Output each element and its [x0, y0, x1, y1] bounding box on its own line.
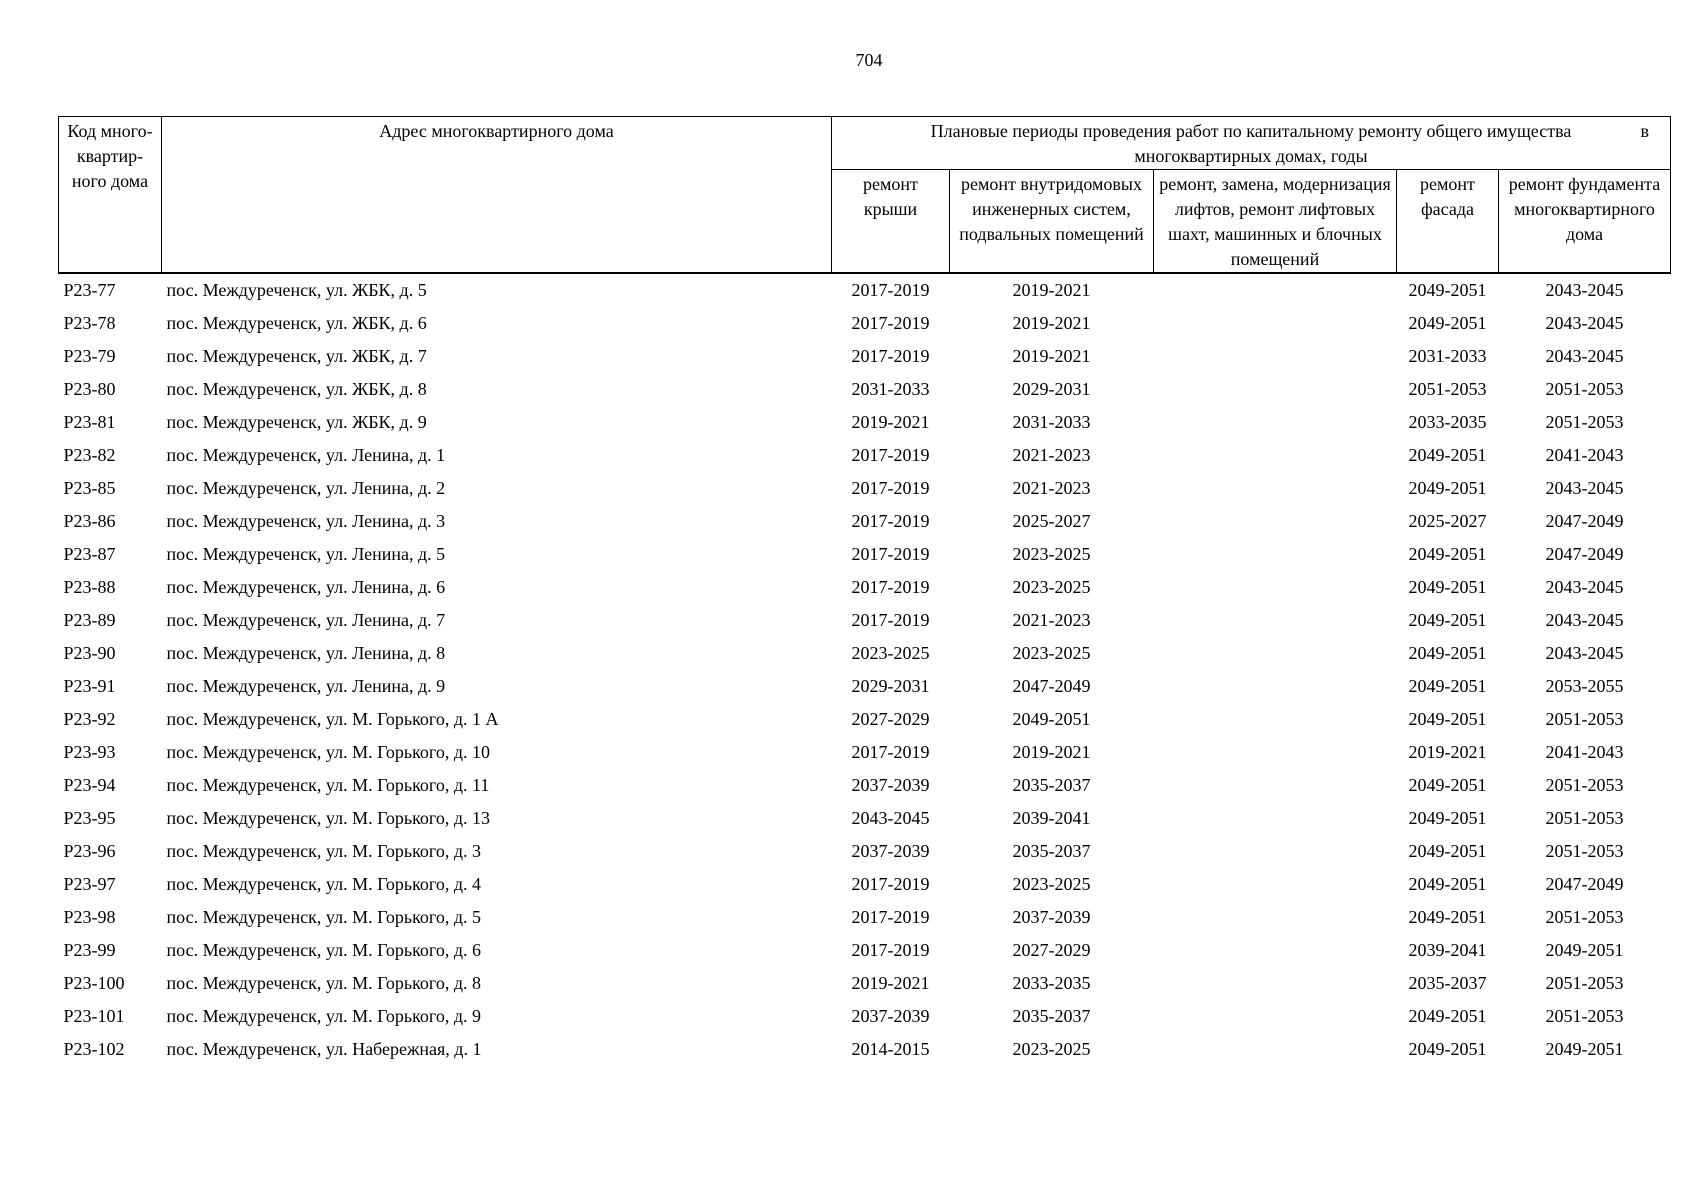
cell-systems-period: 2049-2051 [1012, 709, 1091, 729]
cell-lifts-period [1154, 406, 1397, 439]
table-row [59, 802, 1671, 835]
cell-facade-period: 2049-2051 [1408, 709, 1487, 729]
cell-house-code: Р23-78 [63, 313, 116, 333]
cell-systems-period: 2027-2029 [1012, 940, 1091, 960]
cell-systems-period: 2047-2049 [1012, 676, 1091, 696]
cell-lifts-period [1154, 967, 1397, 1000]
cell-roof-period: 2029-2031 [851, 676, 930, 696]
cell-systems-period: 2039-2041 [1012, 808, 1091, 828]
cell-lifts-period [1154, 273, 1397, 307]
cell-house-address: пос. Междуреченск, ул. Ленина, д. 6 [166, 577, 446, 597]
cell-roof-period: 2017-2019 [851, 280, 930, 300]
cell-foundation-period: 2051-2053 [1545, 379, 1624, 399]
cell-foundation-period: 2053-2055 [1545, 676, 1624, 696]
cell-foundation-period: 2047-2049 [1545, 544, 1624, 564]
cell-lifts-period [1154, 1033, 1397, 1066]
header-roof-repair: ремонт крыши [832, 170, 950, 274]
cell-lifts-period [1154, 802, 1397, 835]
table-row [59, 736, 1671, 769]
cell-house-code: Р23-93 [63, 742, 116, 762]
table-row [59, 505, 1671, 538]
cell-house-code: Р23-91 [63, 676, 116, 696]
table-row [59, 703, 1671, 736]
cell-systems-period: 2023-2025 [1012, 544, 1091, 564]
table-row [59, 637, 1671, 670]
table-body [59, 273, 1671, 1066]
cell-house-code: Р23-98 [63, 907, 116, 927]
cell-systems-period: 2025-2027 [1012, 511, 1091, 531]
cell-house-address: пос. Междуреченск, ул. Ленина, д. 2 [166, 478, 446, 498]
cell-foundation-period: 2051-2053 [1545, 412, 1624, 432]
cell-facade-period: 2049-2051 [1408, 280, 1487, 300]
cell-facade-period: 2025-2027 [1408, 511, 1487, 531]
cell-house-code: Р23-97 [63, 874, 116, 894]
cell-facade-period: 2049-2051 [1408, 313, 1487, 333]
cell-foundation-period: 2047-2049 [1545, 511, 1624, 531]
cell-facade-period: 2049-2051 [1408, 907, 1487, 927]
cell-house-address: пос. Междуреченск, ул. Ленина, д. 7 [166, 610, 446, 630]
cell-roof-period: 2017-2019 [851, 445, 930, 465]
cell-house-address: пос. Междуреченск, ул. М. Горького, д. 9 [166, 1006, 482, 1026]
cell-house-code: Р23-96 [63, 841, 116, 861]
cell-systems-period: 2035-2037 [1012, 1006, 1091, 1026]
header-lifts-repair: ремонт, замена, модернизация лифтов, ремонт лифтовых шахт, машинных и блочных помещений [1154, 170, 1397, 274]
cell-lifts-period [1154, 604, 1397, 637]
table-row [59, 934, 1671, 967]
cell-systems-period: 2019-2021 [1012, 280, 1091, 300]
table-row [59, 868, 1671, 901]
table-row [59, 769, 1671, 802]
cell-house-address: пос. Междуреченск, ул. М. Горького, д. 1 А [166, 709, 499, 729]
table-row [59, 439, 1671, 472]
cell-systems-period: 2033-2035 [1012, 973, 1091, 993]
cell-house-code: Р23-92 [63, 709, 116, 729]
cell-systems-period: 2023-2025 [1012, 577, 1091, 597]
header-planned-periods-line2: многоквартирных домах, годы [1134, 146, 1368, 166]
cell-roof-period: 2017-2019 [851, 346, 930, 366]
cell-house-code: Р23-90 [63, 643, 116, 663]
cell-roof-period: 2017-2019 [851, 577, 930, 597]
cell-lifts-period [1154, 439, 1397, 472]
cell-house-address: пос. Междуреченск, ул. Ленина, д. 8 [166, 643, 446, 663]
cell-facade-period: 2033-2035 [1408, 412, 1487, 432]
cell-house-code: Р23-99 [63, 940, 116, 960]
cell-house-code: Р23-87 [63, 544, 116, 564]
cell-house-address: пос. Междуреченск, ул. ЖБК, д. 6 [166, 313, 427, 333]
cell-facade-period: 2039-2041 [1408, 940, 1487, 960]
cell-facade-period: 2049-2051 [1408, 610, 1487, 630]
cell-house-code: Р23-95 [63, 808, 116, 828]
cell-foundation-period: 2051-2053 [1545, 973, 1624, 993]
cell-roof-period: 2037-2039 [851, 775, 930, 795]
cell-house-code: Р23-81 [63, 412, 116, 432]
cell-systems-period: 2021-2023 [1012, 445, 1091, 465]
cell-roof-period: 2027-2029 [851, 709, 930, 729]
cell-lifts-period [1154, 736, 1397, 769]
cell-roof-period: 2031-2033 [851, 379, 930, 399]
header-planned-periods-tail: в [1640, 121, 1650, 141]
cell-lifts-period [1154, 373, 1397, 406]
table-row [59, 835, 1671, 868]
cell-lifts-period [1154, 340, 1397, 373]
cell-systems-period: 2019-2021 [1012, 742, 1091, 762]
table-row [59, 1000, 1671, 1033]
cell-foundation-period: 2043-2045 [1545, 643, 1624, 663]
cell-lifts-period [1154, 901, 1397, 934]
cell-lifts-period [1154, 769, 1397, 802]
cell-roof-period: 2017-2019 [851, 511, 930, 531]
cell-lifts-period [1154, 571, 1397, 604]
cell-foundation-period: 2051-2053 [1545, 1006, 1624, 1026]
cell-lifts-period [1154, 868, 1397, 901]
cell-house-code: Р23-85 [63, 478, 116, 498]
cell-systems-period: 2019-2021 [1012, 346, 1091, 366]
cell-facade-period: 2035-2037 [1408, 973, 1487, 993]
cell-lifts-period [1154, 538, 1397, 571]
cell-foundation-period: 2043-2045 [1545, 577, 1624, 597]
cell-systems-period: 2031-2033 [1012, 412, 1091, 432]
table-row [59, 373, 1671, 406]
cell-house-code: Р23-89 [63, 610, 116, 630]
cell-facade-period: 2049-2051 [1408, 577, 1487, 597]
cell-facade-period: 2049-2051 [1408, 1006, 1487, 1026]
cell-house-address: пос. Междуреченск, ул. Ленина, д. 9 [166, 676, 446, 696]
cell-systems-period: 2023-2025 [1012, 1039, 1091, 1059]
cell-systems-period: 2021-2023 [1012, 610, 1091, 630]
cell-lifts-period [1154, 670, 1397, 703]
table-row [59, 273, 1671, 307]
cell-house-code: Р23-82 [63, 445, 116, 465]
cell-foundation-period: 2051-2053 [1545, 808, 1624, 828]
table-header [59, 117, 1671, 274]
cell-house-code: Р23-101 [63, 1006, 125, 1026]
cell-house-code: Р23-100 [63, 973, 125, 993]
header-foundation-repair: ремонт фундамента многоквартирного дома [1499, 170, 1671, 274]
cell-roof-period: 2037-2039 [851, 1006, 930, 1026]
header-house-address: Адрес многоквартирного дома [162, 117, 832, 274]
cell-roof-period: 2017-2019 [851, 478, 930, 498]
cell-roof-period: 2019-2021 [851, 973, 930, 993]
cell-house-code: Р23-79 [63, 346, 116, 366]
cell-lifts-period [1154, 835, 1397, 868]
cell-roof-period: 2017-2019 [851, 742, 930, 762]
cell-house-address: пос. Междуреченск, ул. М. Горького, д. 3 [166, 841, 482, 861]
cell-facade-period: 2049-2051 [1408, 1039, 1487, 1059]
page-number: 704 [855, 50, 883, 70]
cell-facade-period: 2049-2051 [1408, 874, 1487, 894]
cell-roof-period: 2017-2019 [851, 940, 930, 960]
cell-foundation-period: 2051-2053 [1545, 775, 1624, 795]
table-row [59, 340, 1671, 373]
cell-facade-period: 2031-2033 [1408, 346, 1487, 366]
header-house-code: Код много-квартир-ного дома [59, 117, 162, 274]
header-planned-periods-text: Плановые периоды проведения работ по капитальному ремонту общего имущества [930, 121, 1572, 141]
cell-facade-period: 2049-2051 [1408, 643, 1487, 663]
cell-house-address: пос. Междуреченск, ул. Набережная, д. 1 [166, 1039, 482, 1059]
cell-house-code: Р23-80 [63, 379, 116, 399]
cell-house-address: пос. Междуреченск, ул. ЖБК, д. 7 [166, 346, 427, 366]
cell-lifts-period [1154, 934, 1397, 967]
cell-facade-period: 2049-2051 [1408, 775, 1487, 795]
cell-roof-period: 2017-2019 [851, 544, 930, 564]
cell-facade-period: 2049-2051 [1408, 478, 1487, 498]
cell-house-address: пос. Междуреченск, ул. ЖБК, д. 5 [166, 280, 427, 300]
header-facade-repair: ремонт фасада [1397, 170, 1499, 274]
cell-facade-period: 2049-2051 [1408, 841, 1487, 861]
cell-roof-period: 2019-2021 [851, 412, 930, 432]
table-row [59, 571, 1671, 604]
cell-lifts-period [1154, 472, 1397, 505]
cell-roof-period: 2037-2039 [851, 841, 930, 861]
table-row [59, 1033, 1671, 1066]
table-row [59, 604, 1671, 637]
cell-facade-period: 2049-2051 [1408, 808, 1487, 828]
cell-systems-period: 2023-2025 [1012, 643, 1091, 663]
cell-lifts-period [1154, 1000, 1397, 1033]
table-row [59, 670, 1671, 703]
cell-house-address: пос. Междуреченск, ул. ЖБК, д. 9 [166, 412, 427, 432]
cell-facade-period: 2019-2021 [1408, 742, 1487, 762]
cell-house-address: пос. Междуреченск, ул. М. Горького, д. 5 [166, 907, 482, 927]
cell-roof-period: 2043-2045 [851, 808, 930, 828]
cell-lifts-period [1154, 307, 1397, 340]
cell-house-address: пос. Междуреченск, ул. М. Горького, д. 8 [166, 973, 482, 993]
cell-lifts-period [1154, 703, 1397, 736]
table-row [59, 538, 1671, 571]
cell-house-code: Р23-77 [63, 280, 116, 300]
header-planned-periods [832, 117, 1671, 170]
table-row [59, 406, 1671, 439]
cell-foundation-period: 2049-2051 [1545, 1039, 1624, 1059]
cell-facade-period: 2049-2051 [1408, 544, 1487, 564]
table-row [59, 307, 1671, 340]
cell-roof-period: 2017-2019 [851, 907, 930, 927]
cell-foundation-period: 2051-2053 [1545, 841, 1624, 861]
cell-house-code: Р23-94 [63, 775, 116, 795]
cell-lifts-period [1154, 637, 1397, 670]
cell-house-address: пос. Междуреченск, ул. М. Горького, д. 4 [166, 874, 482, 894]
capital-repair-plan-table [58, 116, 1671, 1066]
cell-house-address: пос. Междуреченск, ул. М. Горького, д. 10 [166, 742, 491, 762]
cell-foundation-period: 2043-2045 [1545, 610, 1624, 630]
cell-foundation-period: 2049-2051 [1545, 940, 1624, 960]
cell-house-address: пос. Междуреченск, ул. Ленина, д. 1 [166, 445, 446, 465]
cell-house-address: пос. Междуреченск, ул. М. Горького, д. 6 [166, 940, 482, 960]
cell-house-address: пос. Междуреченск, ул. Ленина, д. 5 [166, 544, 446, 564]
cell-foundation-period: 2043-2045 [1545, 346, 1624, 366]
cell-systems-period: 2029-2031 [1012, 379, 1091, 399]
cell-facade-period: 2049-2051 [1408, 445, 1487, 465]
cell-systems-period: 2023-2025 [1012, 874, 1091, 894]
cell-roof-period: 2023-2025 [851, 643, 930, 663]
table-row [59, 901, 1671, 934]
cell-systems-period: 2035-2037 [1012, 841, 1091, 861]
cell-lifts-period [1154, 505, 1397, 538]
cell-foundation-period: 2043-2045 [1545, 478, 1624, 498]
cell-systems-period: 2035-2037 [1012, 775, 1091, 795]
table-row [59, 472, 1671, 505]
cell-facade-period: 2049-2051 [1408, 676, 1487, 696]
cell-roof-period: 2017-2019 [851, 313, 930, 333]
header-planned-periods-line1 [835, 119, 1667, 144]
table-row [59, 967, 1671, 1000]
cell-foundation-period: 2043-2045 [1545, 313, 1624, 333]
cell-roof-period: 2017-2019 [851, 874, 930, 894]
header-systems-repair: ремонт внутридомовых инженерных систем, подвальных помещений [950, 170, 1154, 274]
cell-foundation-period: 2047-2049 [1545, 874, 1624, 894]
cell-roof-period: 2014-2015 [851, 1039, 930, 1059]
cell-house-address: пос. Междуреченск, ул. М. Горького, д. 13 [166, 808, 491, 828]
cell-house-address: пос. Междуреченск, ул. ЖБК, д. 8 [166, 379, 427, 399]
cell-systems-period: 2019-2021 [1012, 313, 1091, 333]
cell-house-code: Р23-86 [63, 511, 116, 531]
cell-house-address: пос. Междуреченск, ул. М. Горького, д. 11 [166, 775, 490, 795]
cell-foundation-period: 2041-2043 [1545, 742, 1624, 762]
cell-foundation-period: 2051-2053 [1545, 709, 1624, 729]
cell-house-address: пос. Междуреченск, ул. Ленина, д. 3 [166, 511, 446, 531]
cell-foundation-period: 2043-2045 [1545, 280, 1624, 300]
cell-facade-period: 2051-2053 [1408, 379, 1487, 399]
cell-systems-period: 2021-2023 [1012, 478, 1091, 498]
cell-foundation-period: 2041-2043 [1545, 445, 1624, 465]
cell-house-code: Р23-88 [63, 577, 116, 597]
cell-foundation-period: 2051-2053 [1545, 907, 1624, 927]
cell-roof-period: 2017-2019 [851, 610, 930, 630]
cell-house-code: Р23-102 [63, 1039, 125, 1059]
cell-systems-period: 2037-2039 [1012, 907, 1091, 927]
